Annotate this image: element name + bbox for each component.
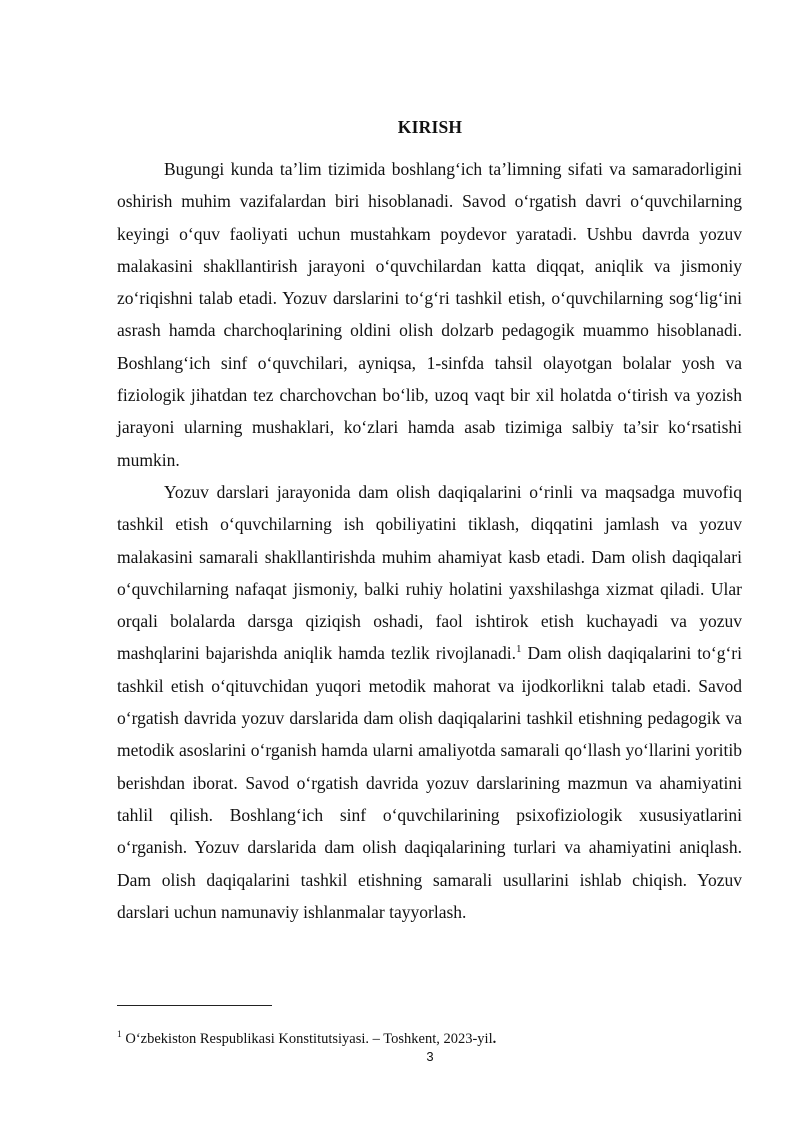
page-number: 3 <box>426 1049 434 1064</box>
paragraph-2-text-before-ref: Yozuv darslari jarayonida dam olish daqiqalarini o‘rinli va maqsadga muvofiq tashkil etish o‘quvchilarning ish qobiliyatini tiklash, diqqatini jamlash va yozuv malakasini samarali shakllantirishda muhim ahamiyat kasb etadi. Dam olish daqiqalari o‘quvchilarning nafaqat jismoniy, balki ruhiy holatini yaxshilashga xizmat qiladi. Ular orqali bolalarda darsga qiziqish oshadi, faol ishtirok etish kuchayadi va yozuv mashqlarini bajarishda aniqlik hamda tezlik rivojlanadi. <box>117 481 742 664</box>
section-title: KIRISH <box>397 117 463 137</box>
footnote-text: O‘zbekiston Respublikasi Konstitutsiyasi. – Toshkent, 2023-yil <box>121 1031 493 1047</box>
body-text <box>117 153 742 928</box>
paragraph-2-text-after-ref: Dam olish daqiqalarini to‘g‘ri tashkil etish o‘qituvchidan yuqori metodik mahorat va ijodkorlikni talab etadi. Savod o‘rgatish davrida yozuv darslarida dam olish daqiqalarini tashkil etishning pedagogik va metodik asoslarini o‘rganish hamda ularni amaliyotda samarali qo‘llash yo‘llarini yoritib berishdan iborat. Savod o‘rgatish davrida yozuv darslarining mazmun va ahamiyatini tahlil qilish. Boshlang‘ich sinf o‘quvchilarining psixofiziologik xususiyatlarini o‘rganish. Yozuv darslarida dam olish daqiqalarining turlari va ahamiyatini aniqlash. Dam olish daqiqalarini tashkil etishning samarali usullarini ishlab chiqish. Yozuv darslari uchun namunaviy ishlanmalar tayyorlash. <box>117 643 742 922</box>
paragraph-2 <box>117 476 742 928</box>
paragraph-1: Bugungi kunda ta’lim tizimida boshlang‘ich ta’limning sifati va samaradorligini oshirish muhim vazifalardan biri hisoblanadi. Savod o‘rgatish davri o‘quvchilarning keyingi o‘quv faoliyati uchun mustahkam poydevor yaratadi. Ushbu davrda yozuv malakasini shakllantirish jarayoni o‘quvchilardan katta diqqat, aniqlik va jismoniy zo‘riqishni talab etadi. Yozuv darslarini to‘g‘ri tashkil etish, o‘quvchilarning sog‘lig‘ini asrash hamda charchoqlarining oldini olish dolzarb pedagogik muammo hisoblanadi. Boshlang‘ich sinf o‘quvchilari, ayniqsa, 1-sinfda tahsil olayotgan bolalar yosh va fiziologik jihatdan tez charchovchan bo‘lib, uzoq vaqt bir xil holatda o‘tirish va yozish jarayoni ularning mushaklari, ko‘zlari hamda asab tizimiga salbiy ta’sir ko‘rsatishi mumkin. <box>117 159 742 470</box>
footnote-trailing-period: . <box>492 1031 497 1047</box>
footnote-number: 1 <box>117 1030 122 1041</box>
footnote <box>117 1030 742 1048</box>
footnote-separator <box>117 1005 272 1006</box>
footnote-reference[interactable]: 1 <box>516 643 522 656</box>
